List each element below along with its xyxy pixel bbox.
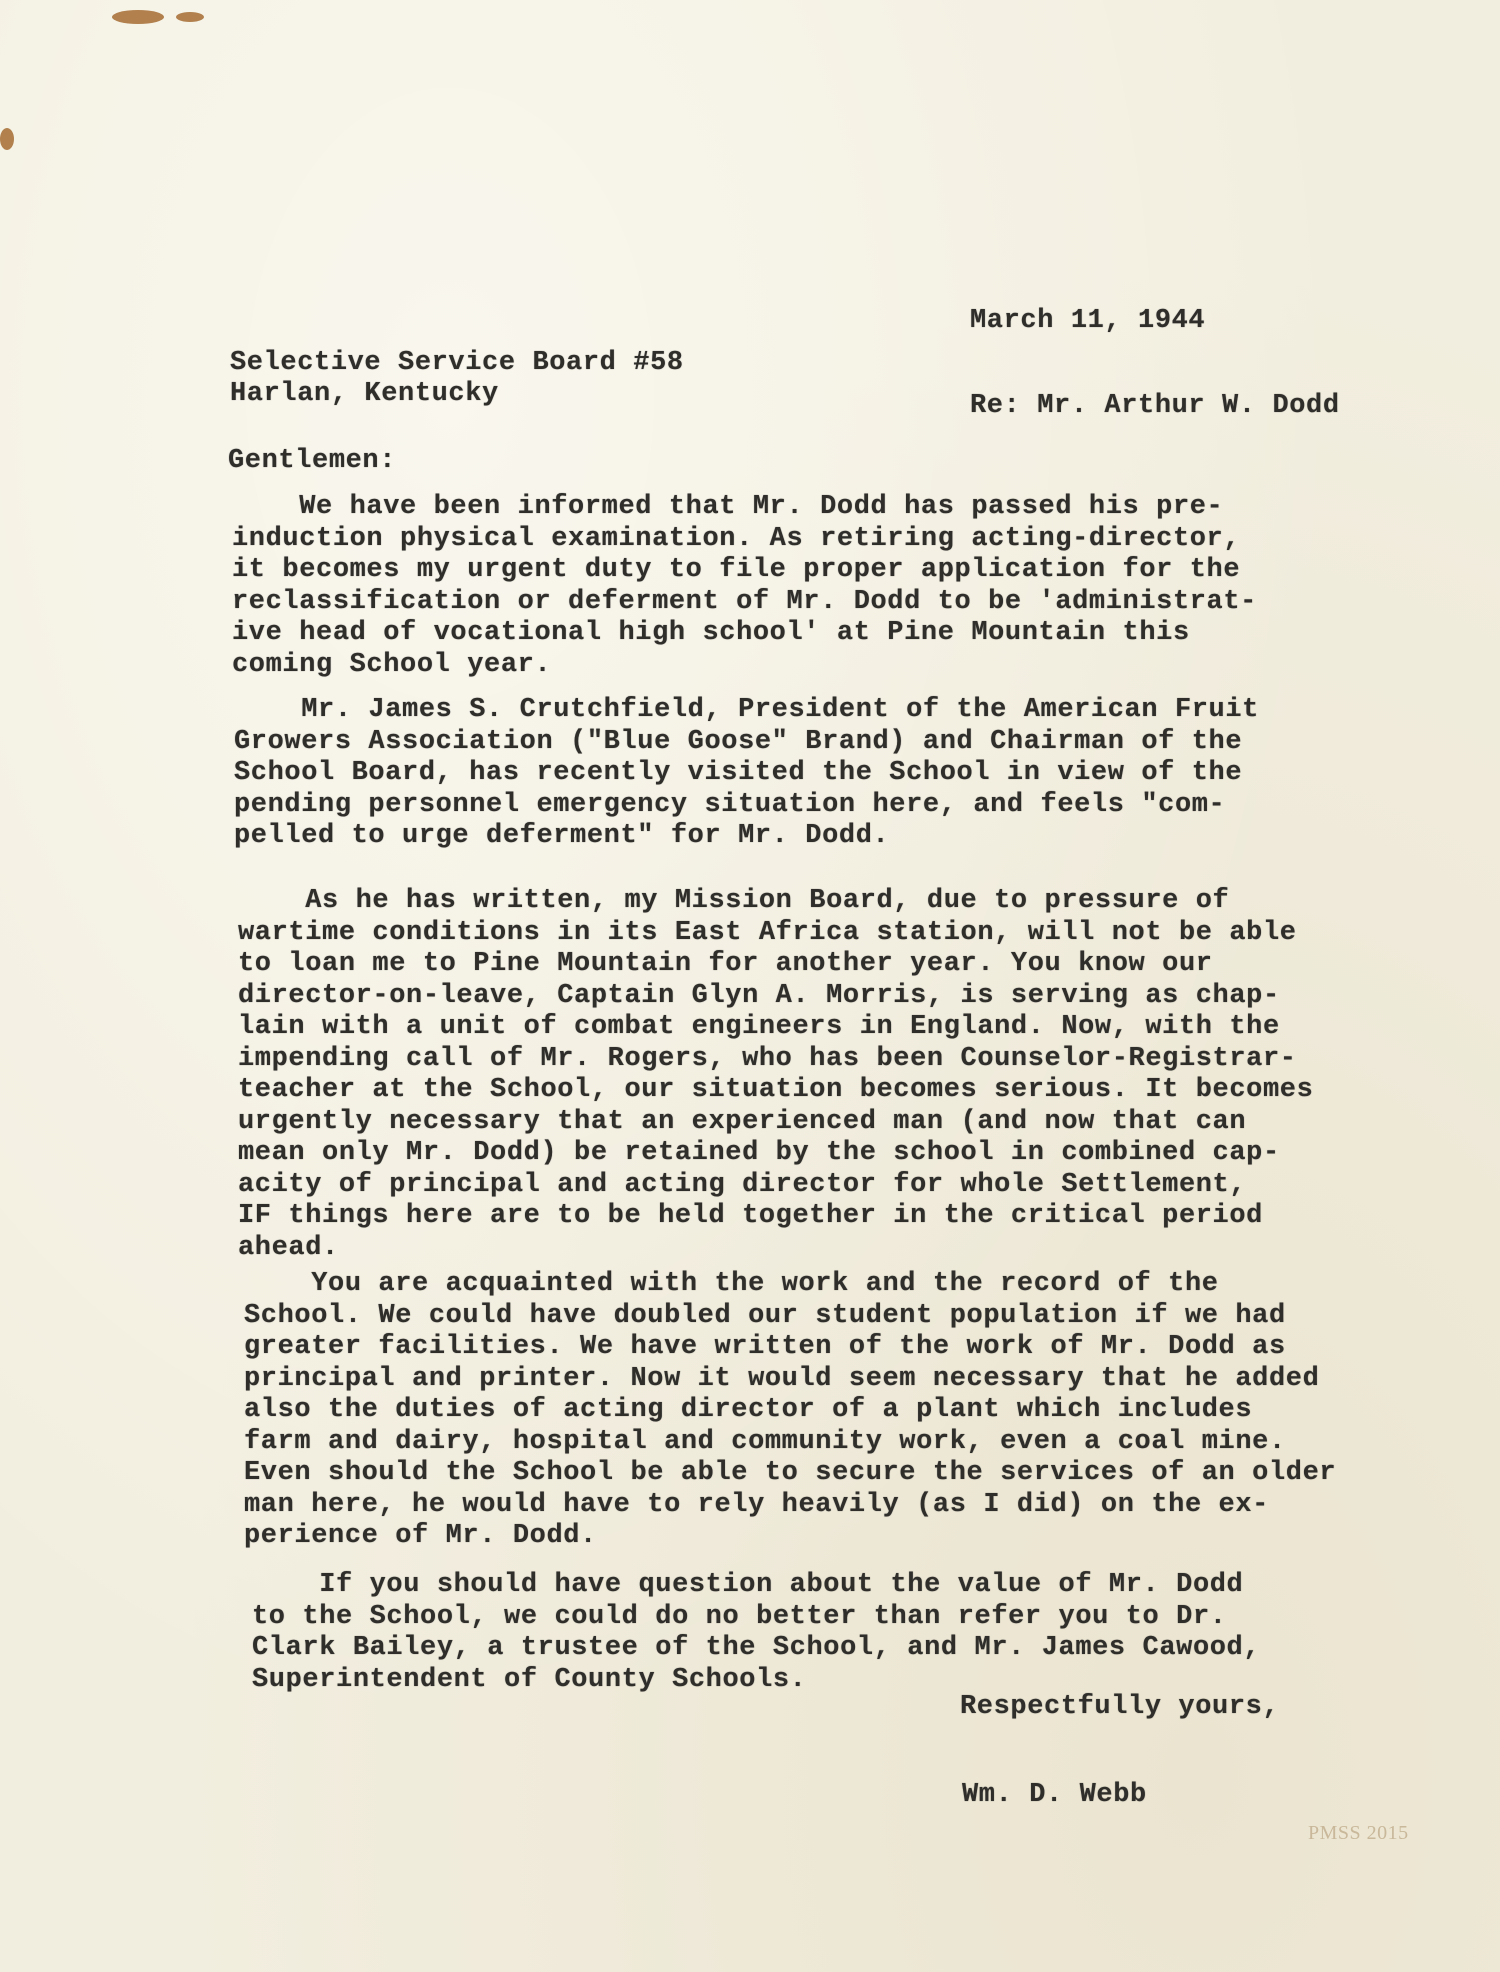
paragraph-line: acity of principal and acting director for whole Settlement, — [238, 1169, 1247, 1200]
paragraph-line: Clark Bailey, a trustee of the School, and Mr. James Cawood, — [252, 1633, 1261, 1663]
salutation: Gentlemen: — [228, 446, 397, 476]
paragraph-line: pelled to urge deferment" for Mr. Dodd. — [234, 821, 890, 851]
rust-stain — [176, 12, 204, 22]
closing: Respectfully yours, — [960, 1692, 1280, 1722]
paragraph-line: urgently necessary that an experienced man (and now that can — [238, 1106, 1247, 1137]
paragraph-line: lain with a unit of combat engineers in England. Now, with the — [238, 1012, 1280, 1042]
paragraph-line: pending personnel emergency situation here, and feels "com- — [234, 789, 1226, 820]
paragraph-line: impending call of Mr. Rogers, who has been Counselor-Registrar- — [238, 1043, 1297, 1074]
paragraph-1 — [232, 492, 1257, 681]
paragraph-line: greater facilities. We have written of the work of Mr. Dodd as — [244, 1332, 1286, 1362]
paragraph-line: to the School, we could do no better than refer you to Dr. — [252, 1601, 1227, 1632]
paragraph-line: wartime conditions in its East Africa station, will not be able — [238, 917, 1297, 948]
paragraph-line: School Board, has recently visited the School in view of the — [234, 758, 1243, 788]
paragraph-line: Even should the School be able to secure the services of an older — [244, 1458, 1337, 1488]
paragraph-line: farm and dairy, hospital and community work, even a coal mine. — [244, 1426, 1286, 1457]
paragraph-line: reclassification or deferment of Mr. Dodd to be 'administrat- — [232, 586, 1257, 617]
paragraph-line: teacher at the School, our situation becomes serious. It becomes — [238, 1075, 1314, 1105]
paragraph-line: perience of Mr. Dodd. — [244, 1521, 597, 1551]
paragraph-2 — [234, 695, 1259, 853]
paragraph-line: man here, he would have to rely heavily (as I did) on the ex- — [244, 1489, 1269, 1520]
paragraph-line: coming School year. — [232, 649, 552, 680]
paragraph-line: School. We could have doubled our student population if we had — [244, 1300, 1286, 1331]
paragraph-line: IF things here are to be held together in the critical period — [238, 1201, 1263, 1231]
paragraph-line: also the duties of acting director of a plant which includes — [244, 1395, 1253, 1425]
paragraph-line: induction physical examination. As retiring acting-director, — [232, 523, 1241, 554]
paragraph-line: You are acquainted with the work and the record of the — [244, 1269, 1219, 1299]
subject-line: Re: Mr. Arthur W. Dodd — [970, 391, 1340, 421]
recipient-name: Selective Service Board #58 — [230, 348, 684, 378]
recipient-address: Harlan, Kentucky — [230, 379, 499, 409]
paragraph-line: ahead. — [238, 1232, 339, 1263]
paragraph-line: to loan me to Pine Mountain for another year. You know our — [238, 949, 1213, 979]
letter-date: March 11, 1944 — [970, 306, 1206, 336]
paragraph-line: We have been informed that Mr. Dodd has passed his pre- — [232, 492, 1224, 522]
signature-name: Wm. D. Webb — [962, 1780, 1147, 1810]
paragraph-line: director-on-leave, Captain Glyn A. Morris, is serving as chap- — [238, 980, 1280, 1011]
paragraph-line: As he has written, my Mission Board, due to pressure of — [238, 886, 1230, 916]
paragraph-line: it becomes my urgent duty to file proper application for the — [232, 555, 1241, 585]
paragraph-line: Superintendent of County Schools. — [252, 1664, 807, 1695]
paragraph-line: mean only Mr. Dodd) be retained by the school in combined cap- — [238, 1138, 1280, 1168]
rust-stain — [0, 128, 14, 150]
rust-stain — [112, 10, 164, 24]
paragraph-4 — [244, 1269, 1336, 1553]
paragraph-5 — [252, 1570, 1260, 1696]
paragraph-3 — [238, 886, 1313, 1264]
archive-watermark: PMSS 2015 — [1308, 1822, 1409, 1844]
paragraph-line: If you should have question about the value of Mr. Dodd — [252, 1570, 1244, 1600]
paragraph-line: ive head of vocational high school' at Pine Mountain this — [232, 618, 1190, 648]
paragraph-line: Growers Association ("Blue Goose" Brand) and Chairman of the — [234, 726, 1243, 757]
paragraph-line: Mr. James S. Crutchfield, President of the American Fruit — [234, 695, 1259, 725]
paragraph-line: principal and printer. Now it would seem necessary that he added — [244, 1363, 1320, 1394]
